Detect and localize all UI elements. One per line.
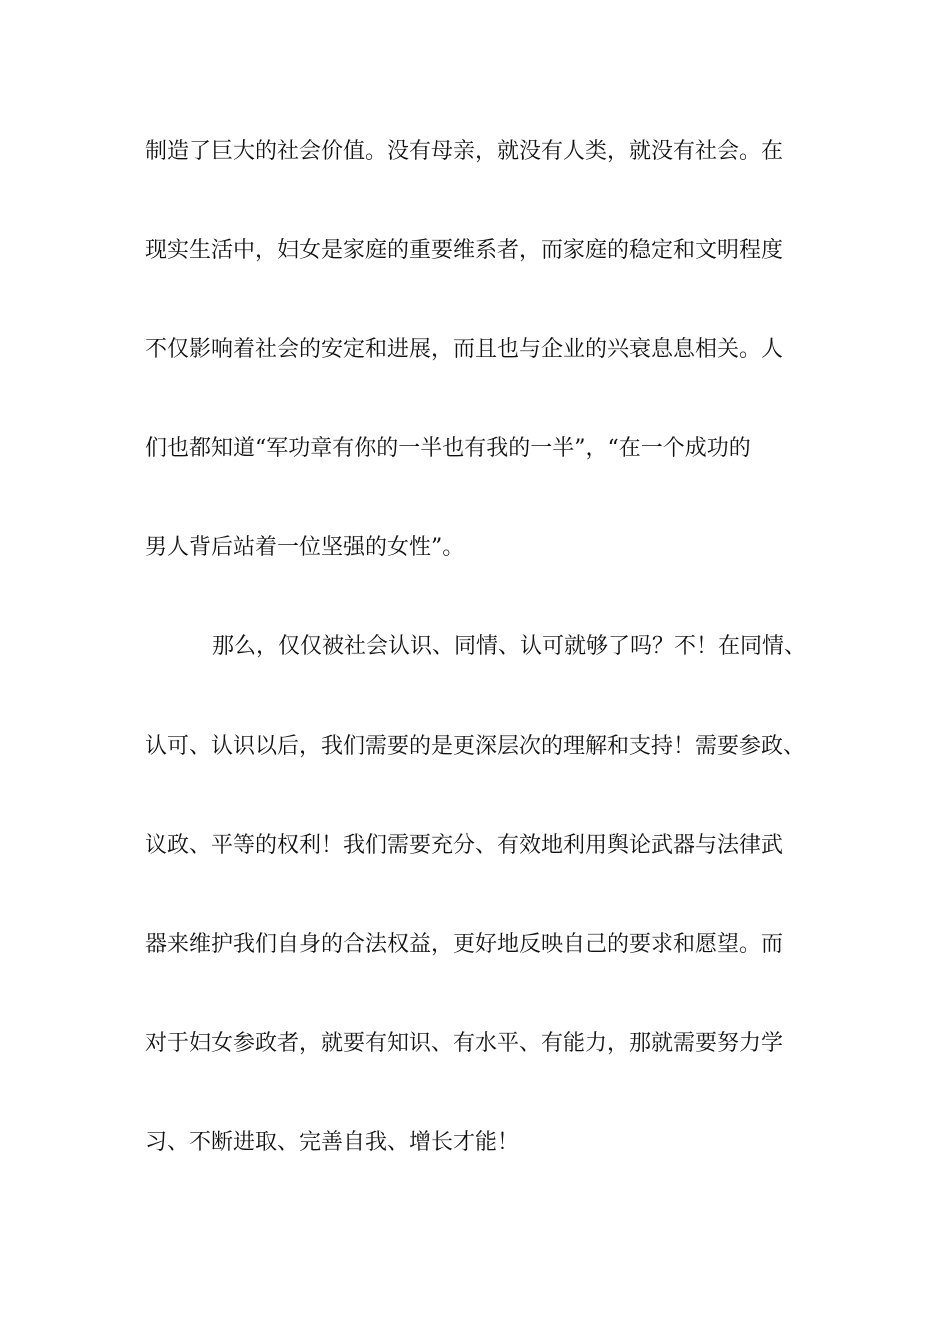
paragraph-first-line: 那么，仅仅被社会认识、同情、认可就够了吗？不！在同情、 bbox=[212, 634, 807, 659]
text-line: 议政、平等的权利！我们需要充分、有效地利用舆论武器与法律武 bbox=[145, 833, 784, 858]
text-line: 习、不断进取、完善自我、增长才能！ bbox=[145, 1130, 520, 1155]
text-line: 器来维护我们自身的合法权益，更好地反映自己的要求和愿望。而 bbox=[145, 932, 784, 957]
text-line: 们也都知道“军功章有你的一半也有我的一半”，“在一个成功的 bbox=[145, 436, 751, 461]
text-line: 对于妇女参政者，就要有知识、有水平、有能力，那就需要努力学 bbox=[145, 1031, 784, 1056]
text-line: 制造了巨大的社会价值。没有母亲，就没有人类，就没有社会。在 bbox=[145, 139, 784, 164]
text-line: 现实生活中，妇女是家庭的重要维系者，而家庭的稳定和文明程度 bbox=[145, 238, 784, 263]
text-line: 认可、认识以后，我们需要的是更深层次的理解和支持！需要参政、 bbox=[145, 734, 806, 759]
text-line: 不仅影响着社会的安定和进展，而且也与企业的兴衰息息相关。人 bbox=[145, 337, 784, 362]
text-line: 男人背后站着一位坚强的女性”。 bbox=[145, 535, 465, 560]
